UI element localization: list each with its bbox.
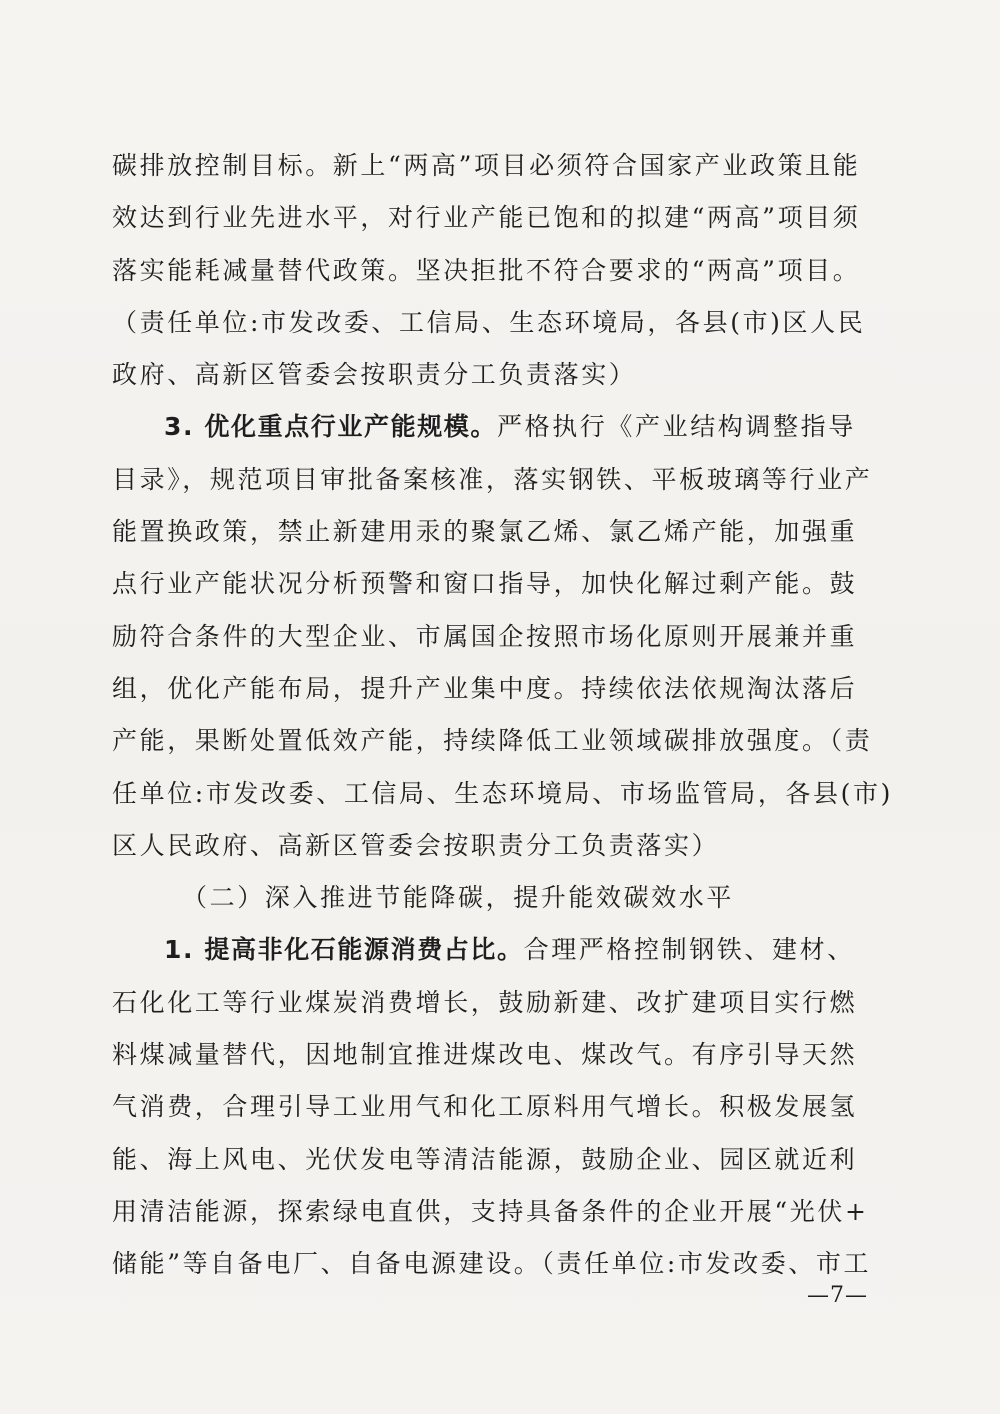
- text-line: 气消费，合理引导工业用气和化工原料用气增长。积极发展氢: [112, 1092, 858, 1122]
- text-line: 碳排放控制目标。新上“两高”项目必须符合国家产业政策且能: [112, 151, 861, 180]
- text-line: 任单位:市发改委、工信局、生态环境局、市场监管局，各县(市): [112, 778, 893, 808]
- page-number: —7—: [807, 1283, 868, 1308]
- text-line: （责任单位:市发改委、工信局、生态环境局，各县(市)区人民: [112, 307, 866, 337]
- paragraph-first-line: [112, 924, 872, 976]
- text-run: 合理严格控制钢铁、建材、: [523, 935, 855, 965]
- text-line: 能、海上风电、光伏发电等清洁能源，鼓励企业、园区就近利: [112, 1144, 858, 1174]
- paragraph-first-line: [112, 401, 872, 453]
- text-line: 政府、高新区管委会按职责分工负责落实）: [112, 360, 637, 390]
- text-run: 严格执行《产业结构调整指导: [497, 412, 856, 442]
- text-line: 储能”等自备电厂、自备电源建设。（责任单位:市发改委、市工: [112, 1249, 872, 1279]
- text-line: 落实能耗减量替代政策。坚决拒批不符合要求的“两高”项目。: [112, 255, 861, 285]
- item-heading: 3. 优化重点行业产能规模。: [164, 412, 497, 442]
- text-line: 产能，果断处置低效产能，持续降低工业领域碳排放强度。（责: [112, 726, 873, 756]
- text-line: 能置换政策，禁止新建用汞的聚氯乙烯、氯乙烯产能，加强重: [112, 517, 858, 547]
- text-line: 目录》，规范项目审批备案核准，落实钢铁、平板玻璃等行业产: [112, 464, 873, 494]
- text-line: 效达到行业先进水平，对行业产能已饱和的拟建“两高”项目须: [112, 203, 861, 233]
- section-heading: （二）深入推进节能降碳，提升能效碳效水平: [182, 883, 735, 913]
- text-line: 石化化工等行业煤炭消费增长，鼓励新建、改扩建项目实行燃: [112, 987, 858, 1017]
- text-line: 组，优化产能布局，提升产业集中度。持续依法依规淘汰落后: [112, 673, 858, 703]
- text-line: 点行业产能状况分析预警和窗口指导，加快化解过剩产能。鼓: [112, 569, 858, 599]
- text-line: 励符合条件的大型企业、市属国企按照市场化原则开展兼并重: [112, 621, 858, 651]
- text-line: 料煤减量替代，因地制宜推进煤改电、煤改气。有序引导天然: [112, 1040, 858, 1070]
- text-line: 用清洁能源，探索绿电直供，支持具备条件的企业开展“光伏+: [112, 1196, 869, 1226]
- body-text: [112, 140, 893, 1291]
- item-heading: 1. 提高非化石能源消费占比。: [164, 935, 524, 965]
- text-line: 区人民政府、高新区管委会按职责分工负责落实）: [112, 830, 720, 860]
